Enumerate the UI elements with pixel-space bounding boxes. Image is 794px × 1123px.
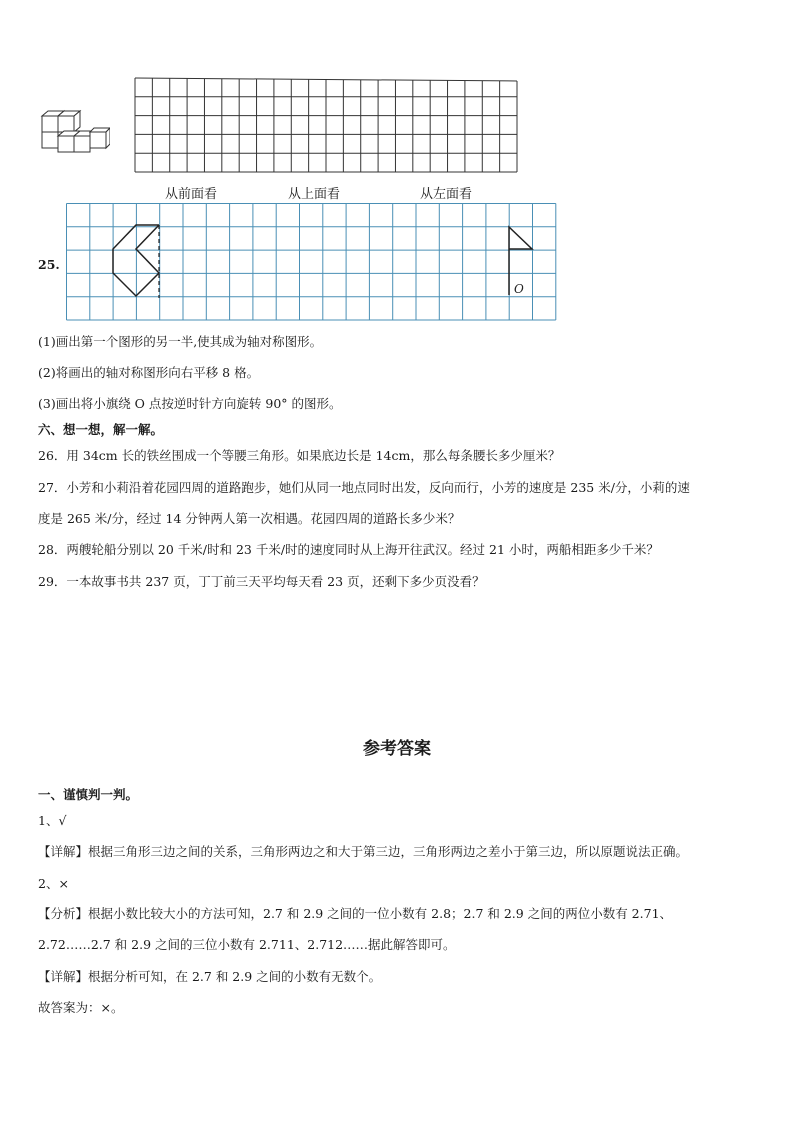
question-29: 29．一本故事书共 237 页，丁丁前三天平均每天看 23 页，还剩下多少页没看？ [38,574,485,589]
section-6-title: 六、想一想，解一解。 [38,422,164,437]
answer-section-1-title: 一、谨慎判一判。 [38,787,139,802]
question-28: 28．两艘轮船分别以 20 千米/时和 23 千米/时的速度同时从上海开往武汉。经过 21 小时，两船相距多少千米？ [38,542,659,557]
answer-2-analysis-1: 【分析】根据小数比较大小的方法可知，2.7 和 2.9 之间的一位小数有 2.8；2.7 和 2.9 之间的两位小数有 2.71、 [38,906,673,921]
view-label-left: 从左面看 [420,187,473,202]
answer-2-detail: 【详解】根据分析可知，在 2.7 和 2.9 之间的小数有无数个。 [38,969,382,984]
answer-1-detail: 【详解】根据三角形三边之间的关系，三角形两边之和大于第三边，三角形两边之差小于第三边，所以原题说法正确。 [38,844,689,859]
question-26: 26．用 34cm 长的铁丝围成一个等腰三角形。如果底边长是 14cm，那么每条腰长多少厘米？ [38,448,561,463]
cube-stack-figure [38,108,110,158]
question-25-number: 25. [38,257,60,272]
view-drawing-grid [131,76,521,176]
answer-2: 2、× [38,876,69,891]
answer-2-conclusion: 故答案为：×。 [38,1000,124,1015]
question-27-line-1: 27．小芳和小莉沿着花园四周的道路跑步，她们从同一地点同时出发，反向而行，小芳的速度是 235 米/分，小莉的速 [38,480,690,495]
answer-2-analysis-2: 2.72……2.7 和 2.9 之间的三位小数有 2.711、2.712……据此解答即可。 [38,937,456,952]
view-label-front: 从前面看 [165,187,218,202]
q25-task-1: (1)画出第一个图形的另一半,使其成为轴对称图形。 [38,334,323,349]
point-o-label: O [514,282,524,296]
q25-task-2: (2)将画出的轴对称图形向右平移 8 格。 [38,365,260,380]
question-27-line-2: 度是 265 米/分，经过 14 分钟两人第一次相遇。花园四周的道路长多少米？ [38,511,461,526]
answer-1: 1、√ [38,813,67,828]
view-label-top: 从上面看 [288,187,341,202]
answer-key-title: 参考答案 [363,739,431,759]
q25-task-3: (3)画出将小旗绕 O 点按逆时针方向旋转 90° 的图形。 [38,396,342,411]
symmetry-grid [66,203,558,323]
